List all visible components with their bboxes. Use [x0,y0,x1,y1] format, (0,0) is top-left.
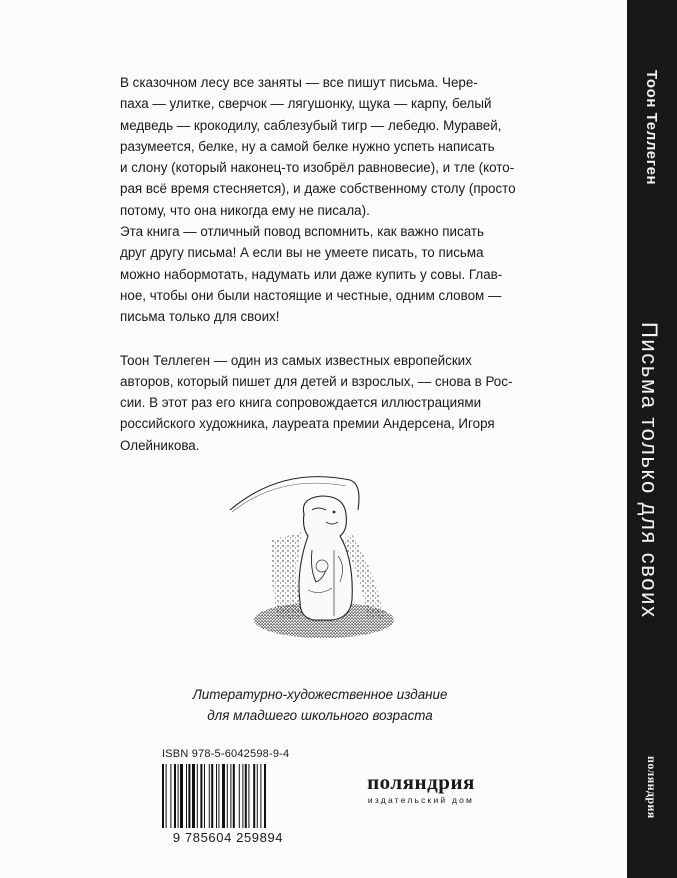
edition-line-2: для младшего школьного возраста [207,708,433,723]
publisher-name: поляндрия [367,770,475,794]
blurb-paragraph-1 [120,72,520,221]
spine-publisher-text: поляндрия [645,756,659,819]
text-line: можно набормотать, надумать или даже купить у совы. Глав- [120,266,503,282]
character-illustration [222,470,422,650]
text-line: ное, чтобы они были настоящие и честные, одним словом — [120,287,502,303]
text-line: паха — улитке, сверчок — лягушонку, щука — карпу, белый [120,96,492,112]
text-line: друг другу письма! А если вы не умеете писать, то письма [120,245,484,261]
text-line: медведь — крокодилу, саблезубый тигр — лебедю. Муравей, [120,117,502,133]
blurb-paragraph-2 [120,221,520,327]
blurb-text [120,72,520,456]
text-line: и слону (который наконец-то изобрёл равновесие), и тле (кото- [120,160,515,176]
text-line: рая всё время стесняется), и даже собственному столу (просто [120,181,516,197]
text-line: разумеется, белке, ну а самой белке нужно успеть написать [120,138,495,154]
isbn-label: ISBN 978-5-6042598-9-4 [162,748,290,760]
text-line: потому, что она никогда ему не писала). [120,202,370,218]
barcode-digits: 9 785604 259894 [172,830,284,845]
text-line: Олейникова. [120,437,200,453]
text-line: Эта книга — отличный повод вспомнить, как важно писать [120,224,484,240]
blurb-paragraph-3 [120,350,520,456]
text-line: сии. В этот раз его книга сопровождается иллюстрациями [120,395,482,411]
text-line: российского художника, лауреата премии Андерсена, Игоря [120,416,495,432]
barcode [162,764,294,828]
spine-title-text: Письма только для своих [637,322,662,619]
publisher-logo [336,770,506,805]
edition-note [120,684,520,726]
spine-author-text: Тоон Теллеген [643,70,660,186]
text-line: авторов, который пишет для детей и взрослых, — снова в Рос- [120,373,513,389]
publisher-subtitle: издательский дом [367,795,475,805]
edition-line-1: Литературно-художественное издание [192,687,448,702]
text-line: письма только для своих! [120,309,280,325]
text-line: Тоон Теллеген — один из самых известных европейских [120,352,472,368]
text-line: В сказочном лесу все заняты — все пишут письма. Чере- [120,75,478,90]
